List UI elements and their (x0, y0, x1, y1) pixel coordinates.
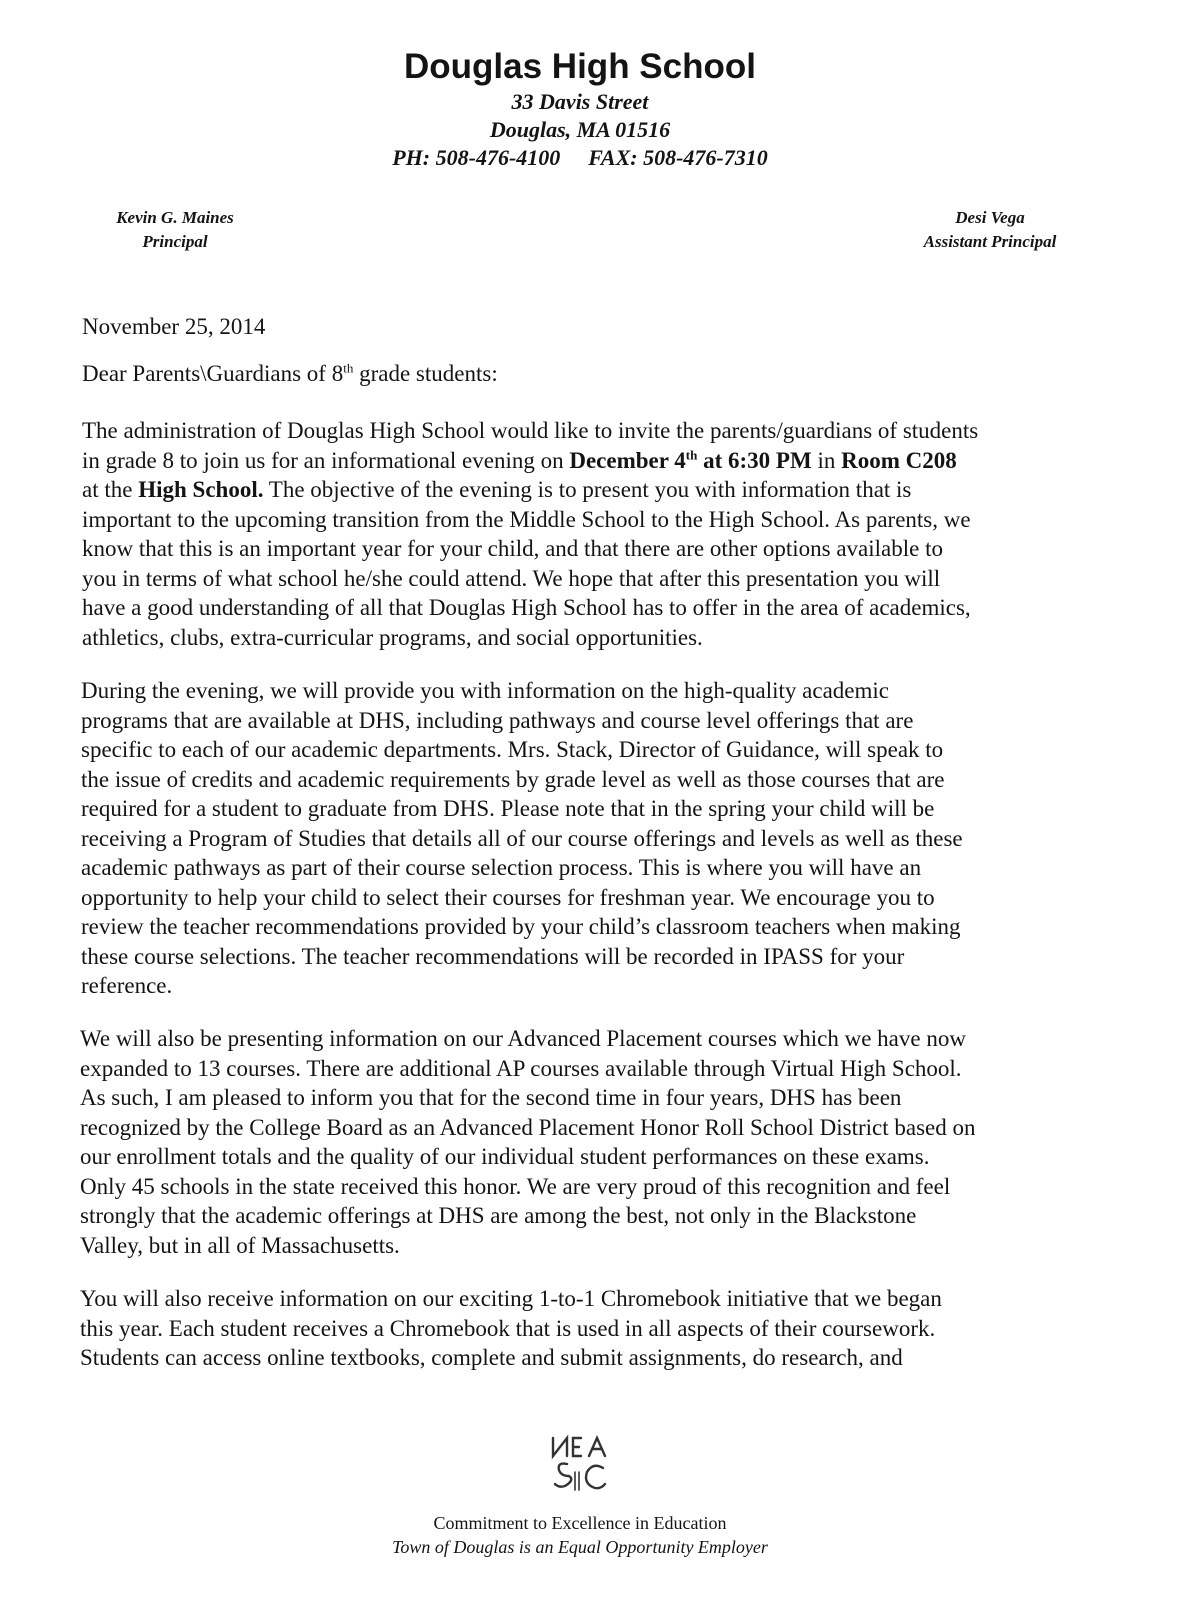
text-line: We will also be presenting information on our Advanced Placement courses which we have now (80, 1026, 966, 1051)
text-span: in (811, 447, 842, 473)
letterhead (0, 46, 1160, 172)
text-line: reference. (81, 973, 173, 998)
text-line: important to the upcoming transition from the Middle School to the High School. As parents, we (82, 506, 971, 532)
text-line: you in terms of what school he/she could attend. We hope that after this presentation you will (82, 565, 941, 591)
principal-name: Kevin G. Maines (116, 208, 234, 227)
text-line: receiving a Program of Studies that details all of our course offerings and levels as well as these (81, 825, 963, 851)
text-line: The administration of Douglas High School would like to invite the parents/guardians of students (82, 418, 979, 443)
text-line: specific to each of our academic departments. Mrs. Stack, Director of Guidance, will speak to (81, 737, 944, 762)
text-line: expanded to 13 courses. There are additional AP courses available through Virtual High School. (80, 1055, 962, 1081)
text-line: academic pathways as part of their course selection process. This is where you will have an (81, 855, 922, 880)
text-span: The objective of the evening is to present you with information that is (263, 477, 912, 502)
event-date-text: December 4 (569, 447, 686, 473)
footer-motto: Commitment to Excellence in Education (433, 1513, 727, 1533)
paragraph-invitation (82, 416, 1092, 652)
text-line: our enrollment totals and the quality of our individual student performances on these exams. (80, 1144, 930, 1169)
text-line: know that this is an important year for your child, and that there are other options available to (82, 536, 943, 561)
paragraph-academics (81, 676, 1091, 1001)
text-line: this year. Each student receives a Chromebook that is used in all aspects of their coursework. (80, 1315, 936, 1341)
text-line: You will also receive information on our exciting 1-to-1 Chromebook initiative that we began (80, 1286, 942, 1311)
text-line: Only 45 schools in the state received this honor. We are very proud of this recognition and feel (80, 1173, 951, 1199)
principal-block (100, 206, 250, 254)
salutation-text-end: grade students: (353, 361, 498, 386)
phone-number: PH: 508-476-4100 (392, 145, 561, 170)
school-name: Douglas High School (404, 47, 756, 86)
text-line: recognized by the College Board as an Advanced Placement Honor Roll School District based on (80, 1114, 976, 1140)
text-line: have a good understanding of all that Douglas High School has to offer in the area of academics, (82, 595, 971, 620)
text-span: in grade 8 to join us for an informational evening on (82, 447, 570, 473)
paragraph-chromebook (80, 1284, 1090, 1373)
text-line: review the teacher recommendations provided by your child’s classroom teachers when making (81, 914, 961, 939)
footer-equal-opportunity: Town of Douglas is an Equal Opportunity Employer (392, 1537, 768, 1557)
assistant-principal-block (905, 206, 1075, 254)
paragraph-advanced-placement (80, 1024, 1090, 1260)
footer (0, 1432, 1160, 1559)
assistant-principal-title: Assistant Principal (923, 232, 1057, 251)
text-line: During the evening, we will provide you with information on the high-quality academic (81, 678, 889, 703)
text-line: athletics, clubs, extra-curricular programs, and social opportunities. (82, 624, 703, 650)
text-line: Valley, but in all of Massachusetts. (80, 1232, 400, 1258)
salutation-superscript: th (343, 360, 354, 376)
event-location: High School. (138, 477, 264, 502)
event-room: Room C208 (841, 447, 957, 473)
salutation-text: Dear Parents\Guardians of 8 (82, 361, 344, 386)
text-line: these course selections. The teacher recommendations will be recorded in IPASS for your (81, 943, 905, 969)
assistant-principal-name: Desi Vega (955, 208, 1025, 227)
text-span: at the (82, 477, 139, 502)
text-line: the issue of credits and academic requirements by grade level as well as those courses that are (81, 766, 945, 792)
fax-number: FAX: 508-476-7310 (588, 145, 768, 170)
text-line: As such, I am pleased to inform you that for the second time in four years, DHS has been (80, 1085, 902, 1110)
street-address: 33 Davis Street (511, 89, 649, 114)
text-line (82, 475, 1092, 505)
text-line (82, 446, 1092, 476)
text-line: required for a student to graduate from DHS. Please note that in the spring your child will be (81, 796, 935, 821)
text-line: programs that are available at DHS, including pathways and course level offerings that are (81, 707, 914, 733)
contact-line (0, 144, 1160, 172)
nesac-seal-icon (545, 1432, 615, 1498)
salutation (82, 359, 1092, 389)
text-line: opportunity to help your child to select their courses for freshman year. We encourage you to (81, 884, 935, 910)
event-date (569, 448, 811, 473)
text-line: strongly that the academic offerings at DHS are among the best, not only in the Blackstone (80, 1203, 917, 1228)
event-date-superscript: th (685, 446, 698, 462)
event-time: at 6:30 PM (697, 447, 812, 473)
letter-date: November 25, 2014 (82, 314, 266, 339)
text-line: Students can access online textbooks, complete and submit assignments, do research, and (80, 1345, 903, 1370)
city-address: Douglas, MA 01516 (489, 117, 671, 142)
principal-title: Principal (142, 232, 208, 251)
